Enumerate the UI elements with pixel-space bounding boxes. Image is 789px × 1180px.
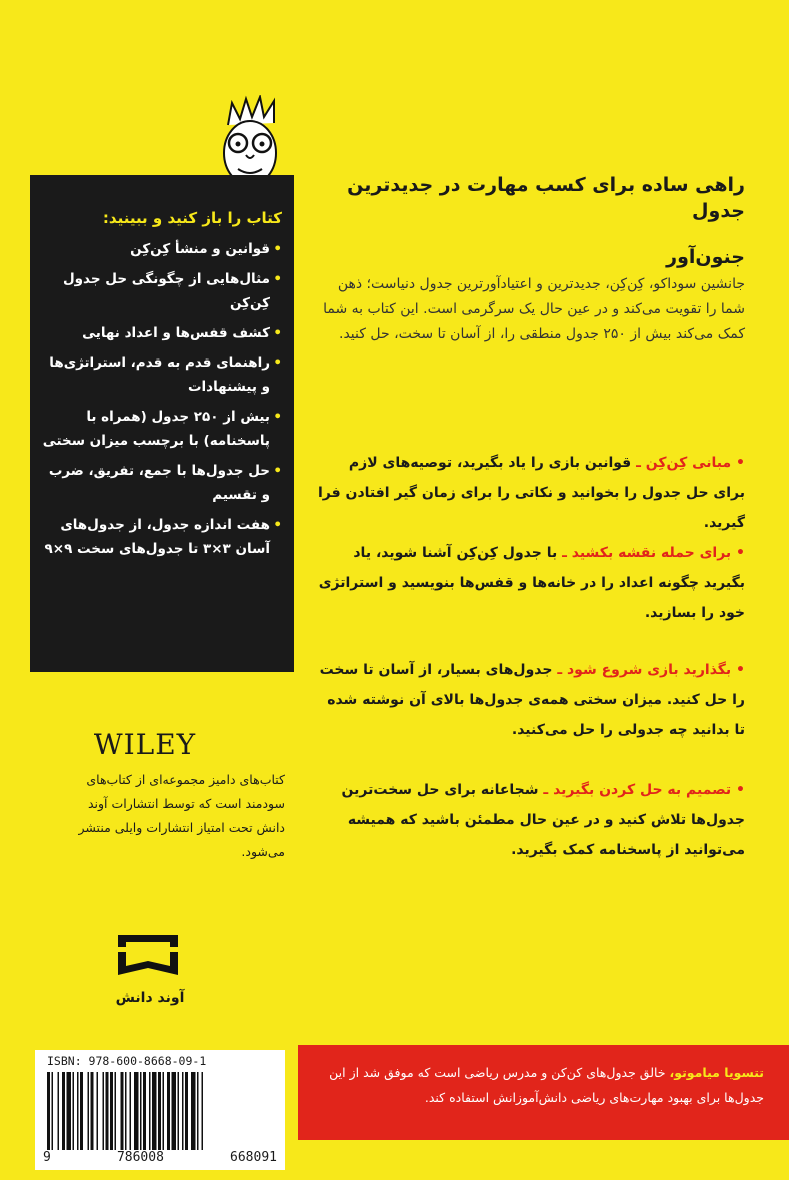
feature-text: قوانین بازی را یاد بگیرید، توصیه‌های لازم برای حل جدول را بخوانید و نکاتی را برای زمان گیر افتادن فرا گیرید. [317, 455, 745, 531]
author-name: تتسویا میاموتو، [669, 1065, 764, 1080]
barcode-bar [110, 1072, 113, 1150]
barcode-digit-group: 668091 [230, 1150, 277, 1165]
feature-text: جدول‌های بسیار، از آسان تا سخت را حل کنید. میزان سختی همه‌ی جدول‌ها بالای آن نوشته شده تا بدانید چه جدولی را حل می‌کنید. [319, 662, 745, 738]
list-item: • بیش از ۲۵۰ جدول (همراه با پاسخنامه) با برچسب میزان سختی [40, 405, 282, 453]
barcode-bar [185, 1072, 188, 1150]
isbn-label: ISBN: 978-600-8668-09-1 [47, 1054, 207, 1068]
barcode-bar [197, 1072, 199, 1150]
list-item: • حل جدول‌ها با جمع، تفریق، ضرب و تقسیم [40, 459, 282, 507]
feature-lead: • مبانی کِن‌کِن ـ [636, 455, 745, 471]
list-item: • کشف قفس‌ها و اعداد نهایی [40, 321, 282, 345]
list-item: • راهنمای قدم به قدم، استراتژی‌ها و پیشنهادات [40, 351, 282, 399]
barcode-bar [106, 1072, 109, 1150]
barcode-digit-group: 9 [43, 1150, 51, 1165]
barcode-digits [43, 1150, 277, 1165]
barcode-bar [167, 1072, 170, 1150]
barcode-bar [77, 1072, 79, 1150]
feature-lead: • بگذارید بازی شروع شود ـ [557, 662, 745, 678]
feature-item [315, 655, 745, 745]
panel-list [40, 237, 282, 561]
barcode-bar [73, 1072, 75, 1150]
page-title-line2: جنون‌آور [666, 246, 745, 268]
barcode-bar [163, 1072, 165, 1150]
barcode-bar [134, 1072, 139, 1150]
publisher-logo-icon [113, 930, 183, 980]
feature-item [315, 538, 745, 628]
contents-panel [30, 175, 294, 672]
barcode-bar [182, 1072, 184, 1150]
intro-paragraph: جانشین سوداکو، کِن‌کِن، جدیدترین و اعتیادآورترین جدول دنیاست؛ ذهن شما را تقویت می‌کند و در عین حال یک سرگرمی است. این کتاب به شما کمک می‌کند بیش از ۲۵۰ جدول منطقی را، از آسان تا سخت، حل کنید. [323, 276, 745, 342]
wiley-logo: WILEY [93, 728, 197, 761]
barcode-bar [47, 1072, 50, 1150]
feature-lead: • تصمیم به حل کردن بگیرید ـ [543, 782, 745, 798]
barcode-bar [52, 1072, 54, 1150]
barcode-bar [58, 1072, 60, 1150]
feature-item [315, 448, 745, 538]
barcode-bar [88, 1072, 90, 1150]
barcode-bar [143, 1072, 146, 1150]
barcode-bar [191, 1072, 196, 1150]
barcode-bar [91, 1072, 94, 1150]
barcode-bar [172, 1072, 177, 1150]
barcode-bar [115, 1072, 117, 1150]
author-text: خالق جدول‌های کن‌کن و مدرس ریاضی است که موفق شد از این جدول‌ها برای بهبود مهارت‌های ریاضی دانش‌آموزانش استفاده کند. [329, 1065, 764, 1105]
feature-item [315, 775, 745, 865]
barcode-bar [121, 1072, 124, 1150]
barcode-bars [43, 1072, 277, 1150]
panel-heading: کتاب را باز کنید و ببینید: [102, 209, 282, 227]
barcode-bar [202, 1072, 204, 1150]
barcode-bar [140, 1072, 142, 1150]
author-box [298, 1045, 789, 1140]
barcode-bar [149, 1072, 151, 1150]
feature-text: شجاعانه برای حل سخت‌ترین جدول‌ها تلاش کنید و در عین حال مطمئن باشید که همیشه می‌توانید از پاسخنامه کمک بگیرید. [341, 782, 745, 858]
feature-lead: • برای حمله نقشه بکشید ـ [562, 545, 745, 561]
barcode-bar [125, 1072, 127, 1150]
barcode-digit-group: 786008 [116, 1150, 164, 1165]
feature-text: با جدول کِن‌کِن آشنا شوید، یاد بگیرید چگونه اعداد را در خانه‌ها و قفس‌ها بنویسید و استراتژی خود را بسازید. [318, 545, 745, 621]
barcode-bar [158, 1072, 161, 1150]
barcode-bar [152, 1072, 157, 1150]
title-block [315, 172, 745, 268]
barcode-bar [62, 1072, 65, 1150]
list-item: • مثال‌هایی از چگونگی حل جدول کِن‌کِن [40, 267, 282, 315]
barcode-bar [80, 1072, 83, 1150]
wiley-description: کتاب‌های دامیز مجموعه‌ای از کتاب‌های سودمند است که توسط انتشارات آوند دانش تحت امتیاز انتشارات وایلی منتشر می‌شود. [78, 772, 285, 859]
publisher-name: آوند دانش [115, 990, 185, 1006]
barcode-bar [130, 1072, 132, 1150]
page-title: راهی ساده برای کسب مهارت در جدیدترین جدول [347, 174, 745, 222]
barcode-bar [178, 1072, 180, 1150]
isbn-barcode [35, 1050, 285, 1170]
barcode-bar [97, 1072, 99, 1150]
barcode-bar [67, 1072, 72, 1150]
barcode-bar [103, 1072, 105, 1150]
list-item: • هفت اندازه جدول، از جدول‌های آسان ۳×۳ تا جدول‌های سخت ۹×۹ [40, 513, 282, 561]
list-item: • قوانین و منشأ کِن‌کِن [40, 237, 282, 261]
